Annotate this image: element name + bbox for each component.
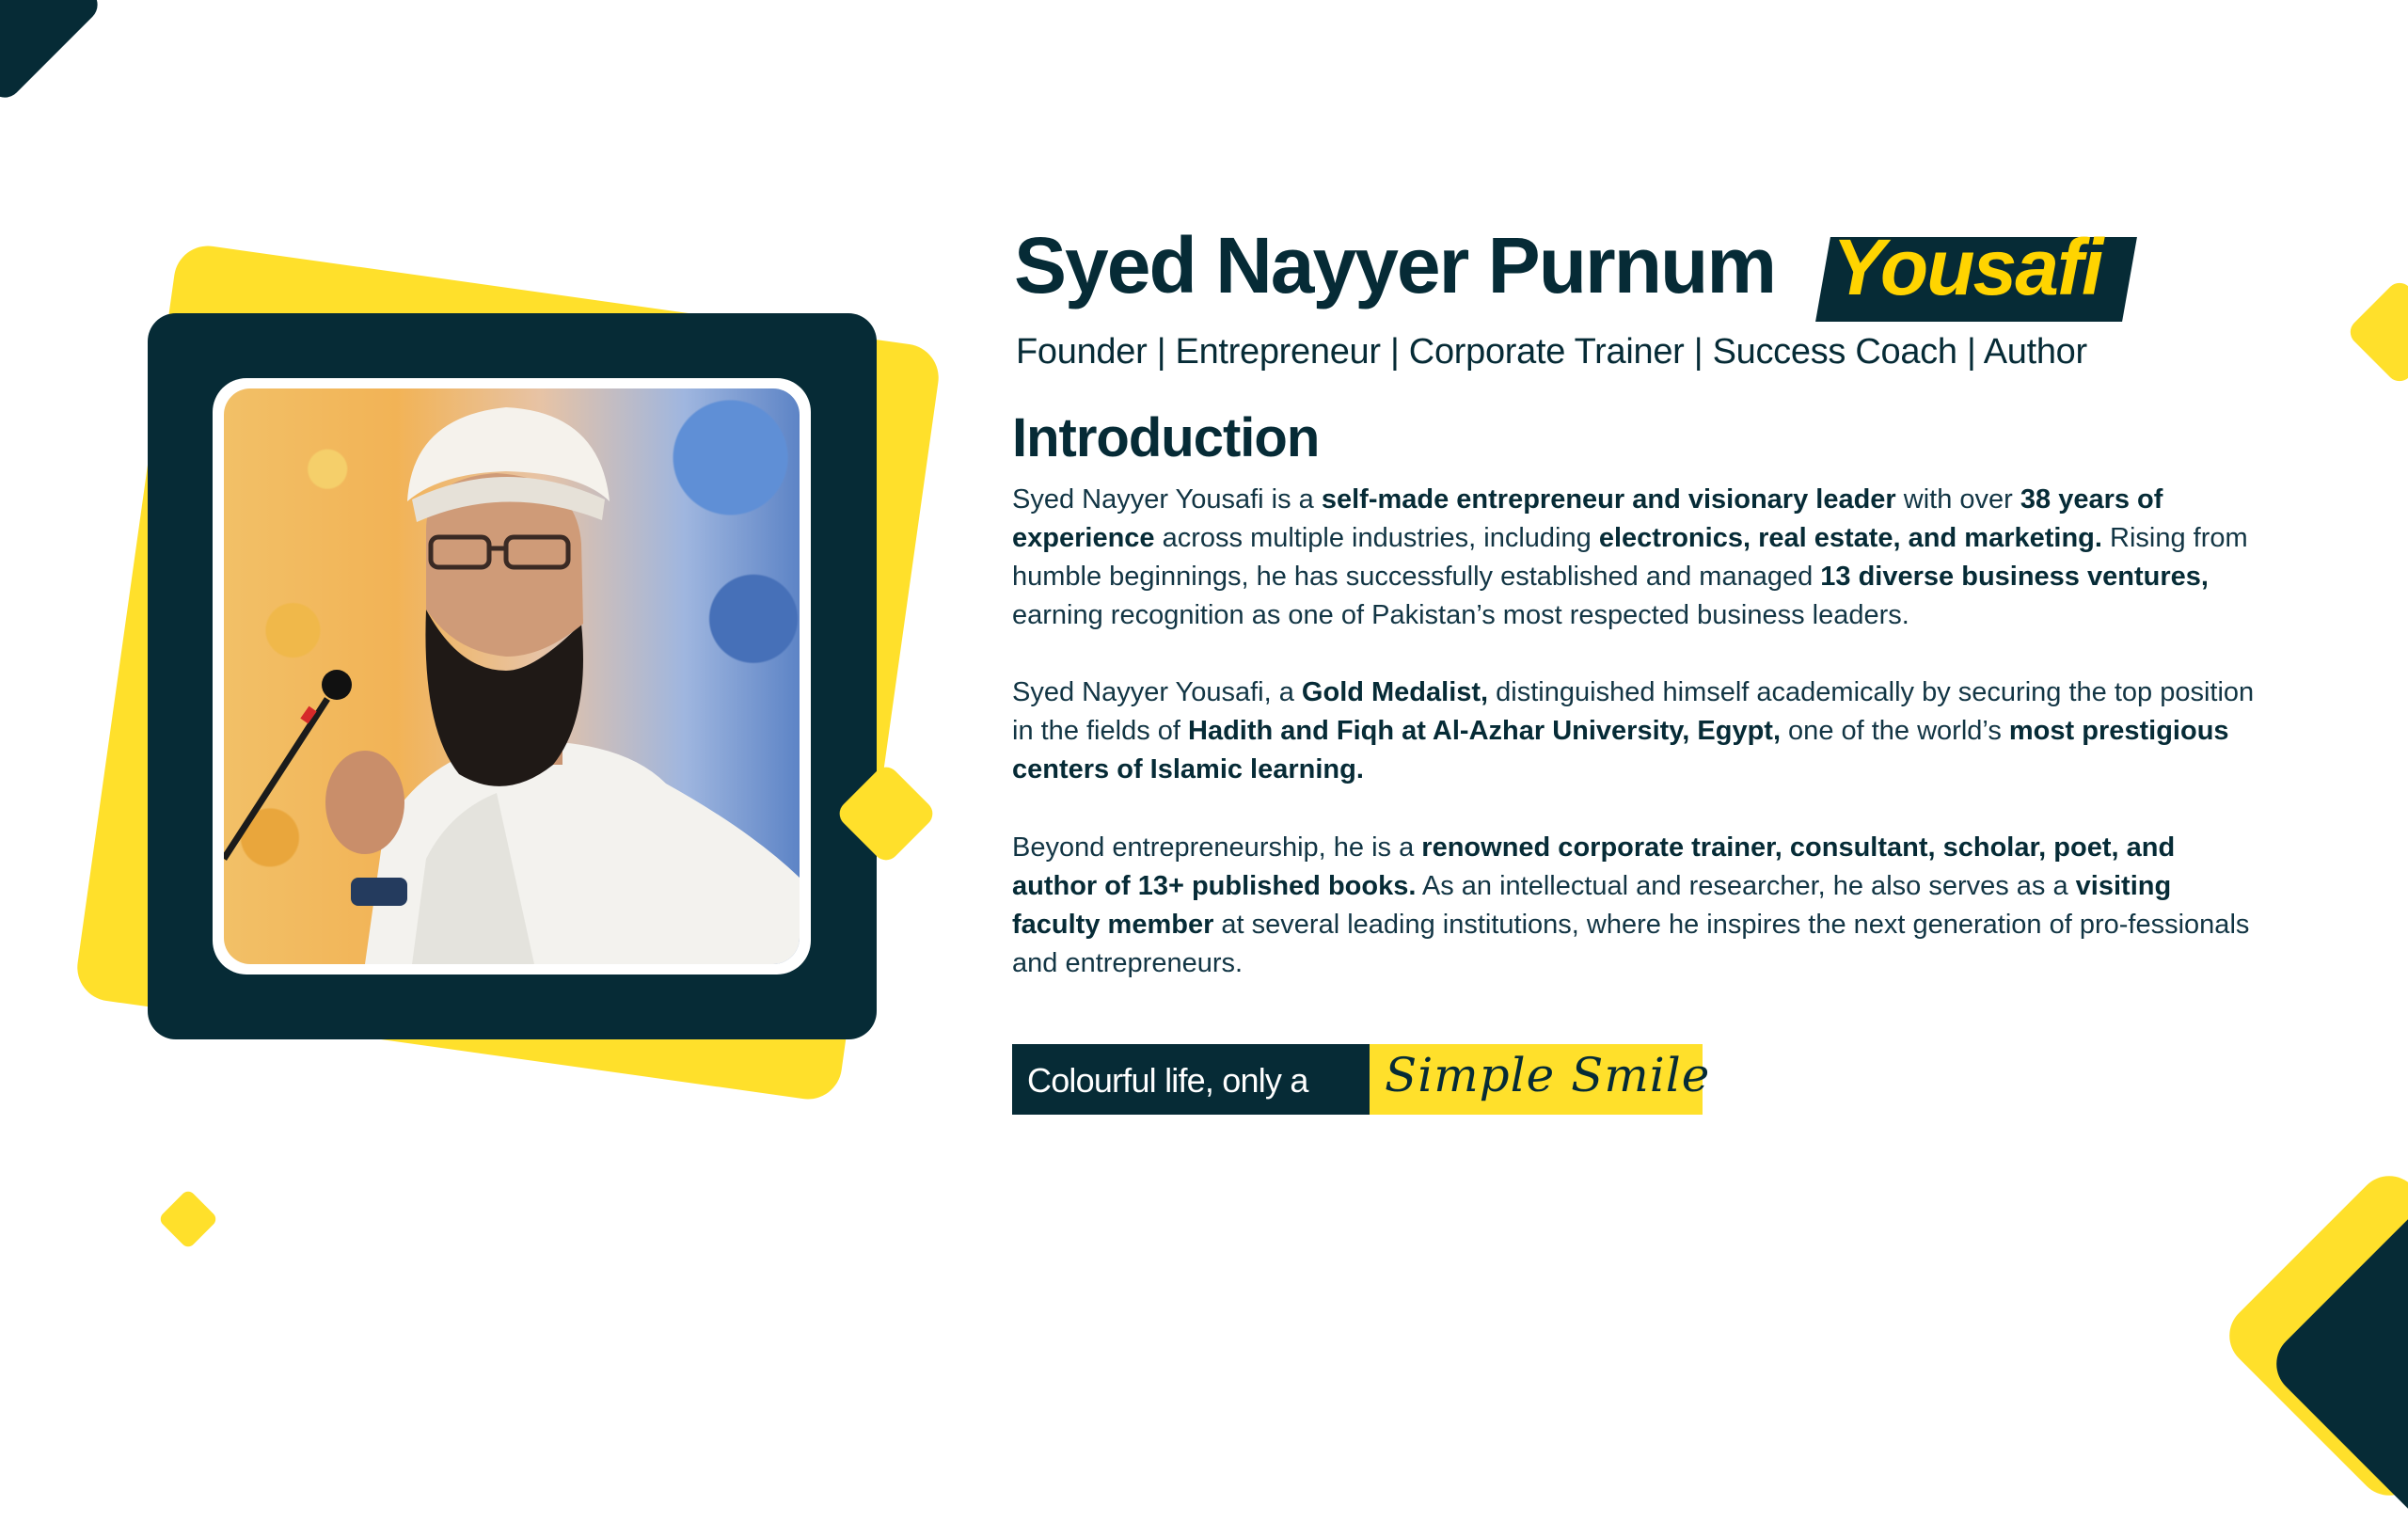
bold-run: self-made entrepreneur and visionary leader [1321,484,1896,515]
text-run: Rising from humble beginnings, he has successfully established and managed [1012,523,2248,592]
bold-run: 13 diverse business ventures, [1820,562,2209,592]
text-run: distinguished himself academically by securing the top position in the fields of [1012,677,2255,746]
corner-shape-top-left [0,0,104,104]
bold-run: renowned corporate trainer, consultant, scholar, poet, and author of 13+ published books. [1012,832,2176,901]
intro-paragraph-2 [1012,673,2263,789]
bold-run: Hadith and Fiqh at Al-Azhar University, Egypt, [1188,716,1781,746]
intro-paragraph-1 [1012,481,2263,635]
bold-run: Gold Medalist, [1301,677,1489,707]
text-run: Syed Nayyer Yousafi, a [1012,677,1302,707]
text-run: across multiple industries, including [1154,523,1599,553]
profile-roles: Founder | Entrepreneur | Corporate Trainer | Success Coach | Author [1016,332,2087,372]
bold-run: electronics, real estate, and marketing. [1598,523,2102,553]
tagline-script: Simple Smile [1385,1048,1711,1102]
text-run: at several leading institutions, where he inspires the next generation of pro-fessionals and entrepreneurs. [1012,910,2250,978]
portrait-illustration [224,388,800,964]
text-run: one of the world’s [1781,716,2009,746]
profile-name: Syed Nayyer Purnum [1014,221,1776,309]
text-run: Syed Nayyer Yousafi is a [1012,484,1322,515]
tagline-lead: Colourful life, only a [1027,1061,1308,1100]
introduction-heading: Introduction [1012,407,1320,468]
bold-run: most prestigious centers of Islamic learning. [1012,716,2229,784]
profile-surname: Yousafi [1832,223,2102,311]
text-run: with over [1895,484,2020,515]
bold-run: visiting faculty member [1012,871,2172,940]
text-run: earning recognition as one of Pakistan’s most respected business leaders. [1012,600,1909,630]
bold-run: 38 years of experience [1012,484,2163,553]
portrait-photo [224,388,800,964]
intro-paragraph-3 [1012,829,2263,983]
text-run: As an intellectual and researcher, he also serves as a [1416,871,2076,901]
diamond-shape-right [2345,277,2408,387]
diamond-shape-bottom-left [157,1188,218,1249]
text-run: Beyond entrepreneurship, he is a [1012,832,1422,863]
